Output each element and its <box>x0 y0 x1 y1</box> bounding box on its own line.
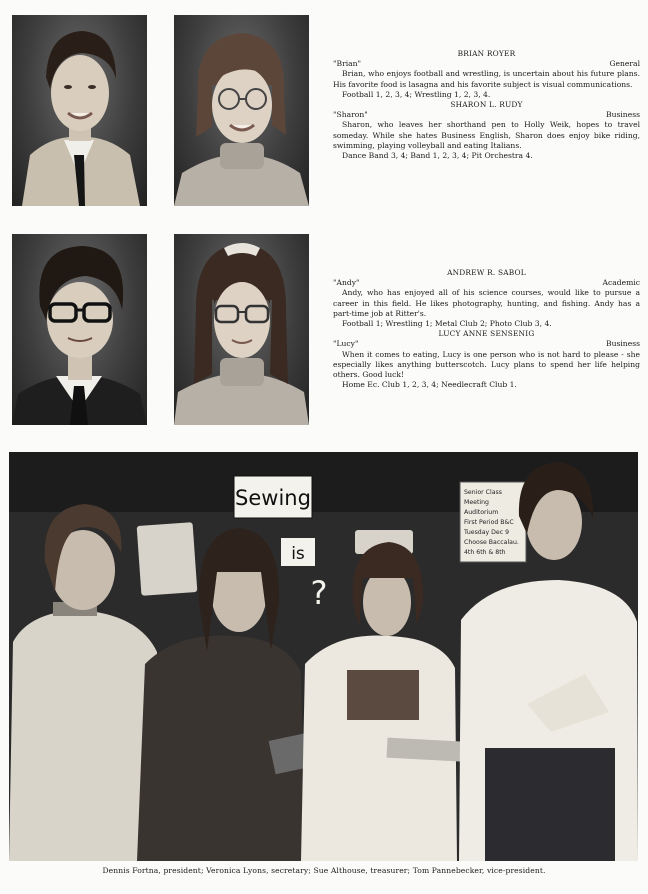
sign-question-text: ? <box>310 574 328 612</box>
svg-text:4th 6th & 8th: 4th 6th & 8th <box>464 549 506 556</box>
bio-lucy-sensenig <box>333 329 640 390</box>
portrait-lucy-sensenig <box>174 234 309 425</box>
portrait-brian-royer <box>12 15 147 206</box>
svg-text:Senior Class: Senior Class <box>464 489 502 496</box>
portrait-andrew-sabol <box>12 234 147 425</box>
student-bio: Brian, who enjoys football and wrestling, is uncertain about his future plans. His favorite food is lasagna and his favorite subject is visual communications. <box>333 69 640 89</box>
student-nickname: "Sharon" <box>333 110 368 120</box>
student-activities: Football 1; Wrestling 1; Metal Club 2; Photo Club 3, 4. <box>342 319 552 329</box>
svg-text:Tuesday Dec 9: Tuesday Dec 9 <box>464 529 510 536</box>
student-course: General <box>609 59 640 69</box>
student-course: Business <box>606 339 640 349</box>
student-activities: Home Ec. Club 1, 2, 3, 4; Needlecraft Club 1. <box>342 380 517 390</box>
student-activities: Dance Band 3, 4; Band 1, 2, 3, 4; Pit Orchestra 4. <box>342 151 533 161</box>
bio-block-bottom <box>333 268 640 390</box>
student-bio: Andy, who has enjoyed all of his science courses, would like to pursue a career in this field. He likes photography, hunting, and fishing. Andy has a part-time job at Ritter's. <box>333 288 640 318</box>
sign-is-text: is <box>291 544 305 564</box>
student-nickname: "Lucy" <box>333 339 359 349</box>
student-name: LUCY ANNE SENSENIG <box>438 329 535 339</box>
student-name: ANDREW R. SABOL <box>447 268 526 277</box>
student-course: Academic <box>602 278 640 288</box>
student-bio: Sharon, who leaves her shorthand pen to Holly Weik, hopes to travel someday. While she hates Business English, Sharon does enjoy bike riding, swimming, playing volleyball and eating Italians. <box>333 120 640 150</box>
student-name: BRIAN ROYER <box>457 49 516 58</box>
student-nickname: "Andy" <box>333 278 360 288</box>
svg-text:Choose Baccalau.: Choose Baccalau. <box>464 539 519 546</box>
bio-sharon-rudy <box>333 100 640 161</box>
bio-brian-royer <box>333 49 640 100</box>
bio-andrew-sabol <box>333 268 640 329</box>
student-nickname: "Brian" <box>333 59 362 69</box>
svg-text:Auditorium: Auditorium <box>464 509 499 516</box>
student-course: Business <box>606 110 640 120</box>
student-bio: When it comes to eating, Lucy is one person who is not hard to please - she especially likes anything butterscotch. Lucy plans to spend her life helping others. Good luck! <box>333 349 640 380</box>
portrait-sharon-rudy <box>174 15 309 206</box>
svg-text:First Period B&C: First Period B&C <box>464 519 514 526</box>
group-photo-caption: Dennis Fortna, president; Veronica Lyons, secretary; Sue Althouse, treasurer; Tom Pannebecker, vice-president. <box>102 866 546 875</box>
sign-sewing-text: Sewing <box>235 486 311 510</box>
svg-text:Meeting: Meeting <box>464 499 489 506</box>
bio-block-top <box>333 49 640 161</box>
student-name: SHARON L. RUDY <box>450 100 523 110</box>
student-activities: Football 1, 2, 3, 4; Wrestling 1, 2, 3, 4. <box>342 89 491 99</box>
group-photo-class-officers <box>9 452 638 861</box>
